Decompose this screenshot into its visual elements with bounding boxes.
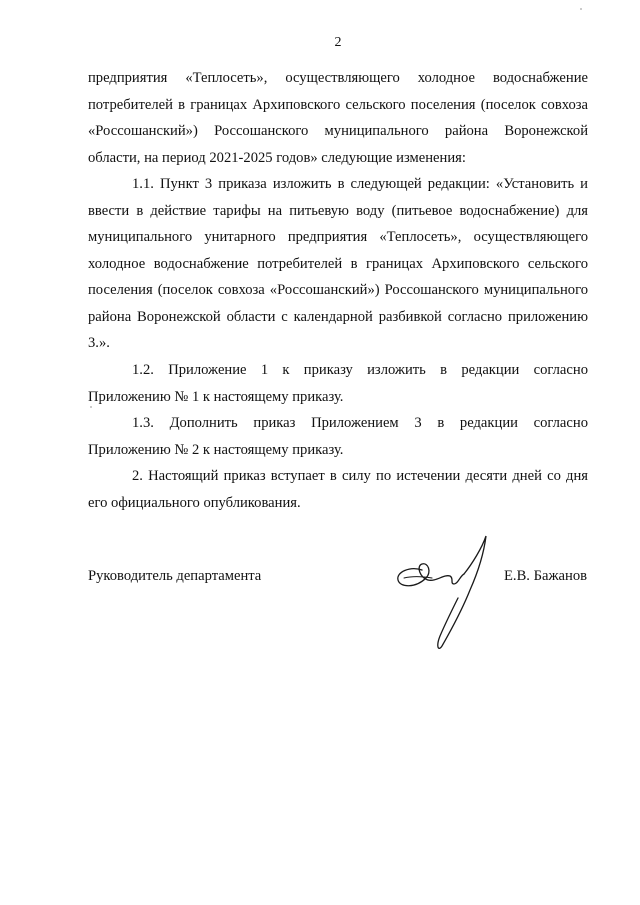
page-number: 2 — [334, 35, 342, 50]
paragraph-item-1-2: 1.2. Приложение 1 к приказу изложить в редакции согласно Приложению № 1 к настоящему приказу. — [88, 362, 588, 405]
scan-speck — [90, 406, 92, 408]
scan-speck — [580, 8, 582, 10]
paragraph-item-1-3: 1.3. Дополнить приказ Приложением 3 в редакции согласно Приложению № 2 к настоящему приказу. — [88, 415, 588, 458]
signatory-title: Руководитель департамента — [88, 568, 262, 584]
paragraph-item-2: 2. Настоящий приказ вступает в силу по истечении десяти дней со дня его официального опубликования. — [88, 468, 588, 511]
handwritten-signature — [392, 528, 502, 658]
signatory-name: Е.В. Бажанов — [504, 568, 588, 584]
paragraph-intro-continuation: предприятия «Теплосеть», осуществляющего холодное водоснабжение потребителей в границах Архиповского сельского поселения (поселок совхоза «Россошанский») Россошанского муниципального района Воронежской области, на период 2021-2025 годов» следующие изменения: — [88, 70, 588, 166]
paragraph-item-1-1: 1.1. Пункт 3 приказа изложить в следующей редакции: «Установить и ввести в действие тарифы на питьевую воду (питьевое водоснабжение) для муниципального унитарного предприятия «Теплосеть», осуществляющего холодное водоснабжение потребителей в границах Архиповского сельского поселения (поселок совхоза «Россошанский») Россошанского муниципального района Воронежской области с календарной разбивкой согласно приложению 3.». — [88, 176, 588, 351]
